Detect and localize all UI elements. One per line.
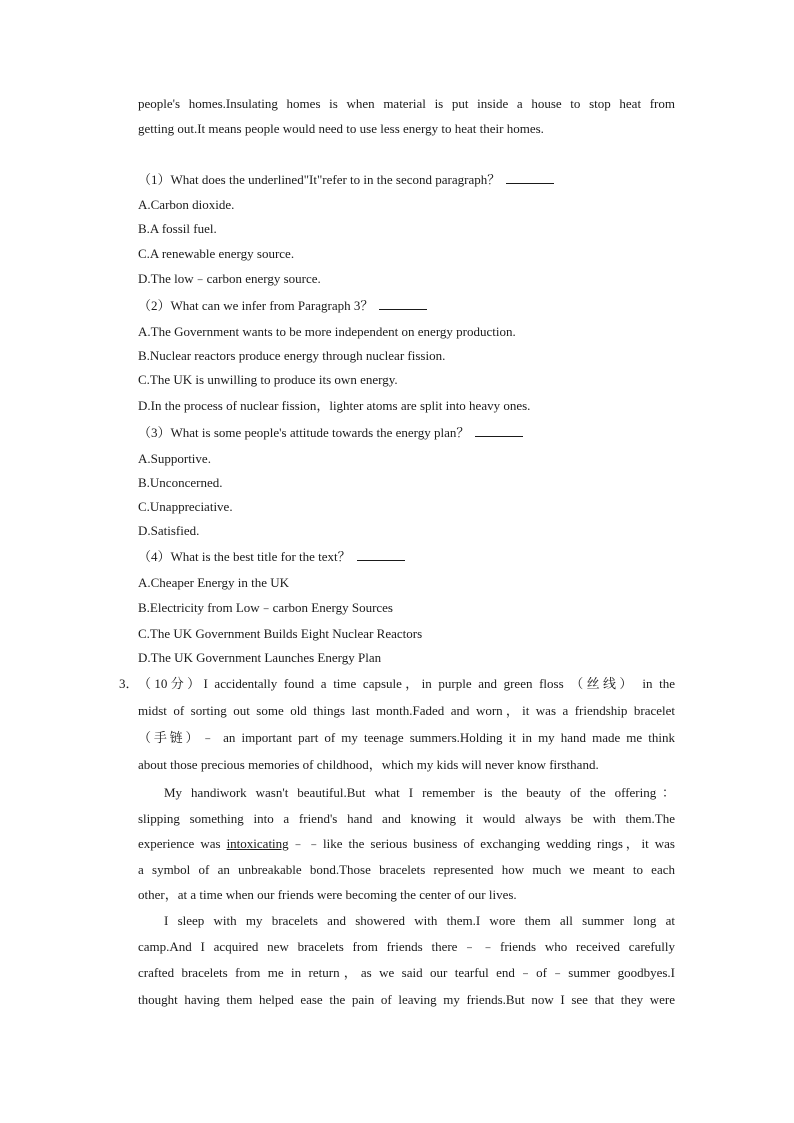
question-stem: （3）What is some people's attitude towards the energy plan？ xyxy=(138,423,675,443)
answer-blank[interactable] xyxy=(357,547,405,561)
option-c: C.A renewable energy source. xyxy=(138,246,295,261)
text-line: a symbol of an unbreakable bond.Those bracelets represented how much we meant to each xyxy=(138,862,675,877)
option-b: B.Nuclear reactors produce energy through nuclear fission. xyxy=(138,348,446,363)
text-line: other，at a time when our friends were becoming the center of our lives. xyxy=(138,887,517,902)
text-line: I sleep with my bracelets and showered with them.I wore them all summer long at xyxy=(164,913,675,928)
text-line: thought having them helped ease the pain of leaving my friends.But now I see that they were xyxy=(138,992,675,1007)
answer-blank[interactable] xyxy=(506,170,554,184)
text-line: My handiwork wasn't beautiful.But what I remember is the beauty of the offering： xyxy=(164,785,675,800)
option-c: C.Unappreciative. xyxy=(138,499,233,514)
text-line: experience was intoxicating﹣﹣like the serious business of exchanging wedding rings，it was xyxy=(138,836,675,851)
option-d: D.The UK Government Launches Energy Plan xyxy=(138,650,382,665)
text-line: crafted bracelets from me in return，as we said our tearful end﹣of﹣summer goodbyes.I xyxy=(138,965,675,980)
underlined-word: intoxicating xyxy=(226,836,289,851)
option-a: A.Supportive. xyxy=(138,451,211,466)
option-d: D.In the process of nuclear fission，lighter atoms are split into heavy ones. xyxy=(138,398,531,413)
text-line: midst of sorting out some old things last month.Faded and worn，it was a friendship bracelet xyxy=(138,703,675,718)
answer-blank[interactable] xyxy=(475,423,523,437)
text-line: people's homes.Insulating homes is when material is put inside a house to stop heat from xyxy=(138,96,675,111)
question-number: 3． xyxy=(119,676,139,691)
text-line: （10分）I accidentally found a time capsule，in purple and green floss （丝线） in the xyxy=(138,676,675,691)
question-stem: （2）What can we infer from Paragraph 3？ xyxy=(138,296,675,316)
question-stem: （4）What is the best title for the text？ xyxy=(138,547,675,567)
text-line: getting out.It means people would need to use less energy to heat their homes. xyxy=(138,121,544,136)
option-a: A.The Government wants to be more independent on energy production. xyxy=(138,324,516,339)
option-b: B.A fossil fuel. xyxy=(138,221,217,236)
option-b: B.Electricity from Low﹣carbon Energy Sources xyxy=(138,600,393,615)
question-stem: （1）What does the underlined"It"refer to in the second paragraph？ xyxy=(138,170,675,190)
option-b: B.Unconcerned. xyxy=(138,475,223,490)
text-line: camp.And I acquired new bracelets from friends there﹣﹣friends who received carefully xyxy=(138,939,675,954)
option-c: C.The UK Government Builds Eight Nuclear Reactors xyxy=(138,626,423,641)
text-line: slipping something into a friend's hand and knowing it would always be with them.The xyxy=(138,811,675,826)
option-c: C.The UK is unwilling to produce its own energy. xyxy=(138,372,398,387)
option-d: D.The low﹣carbon energy source. xyxy=(138,271,321,286)
option-a: A.Cheaper Energy in the UK xyxy=(138,575,290,590)
text-line: （手链）﹣ an important part of my teenage summers.Holding it in my hand made me think xyxy=(138,730,675,745)
answer-blank[interactable] xyxy=(379,296,427,310)
option-d: D.Satisfied. xyxy=(138,523,200,538)
text-line: about those precious memories of childhood，which my kids will never know firsthand. xyxy=(138,757,599,772)
option-a: A.Carbon dioxide. xyxy=(138,197,235,212)
